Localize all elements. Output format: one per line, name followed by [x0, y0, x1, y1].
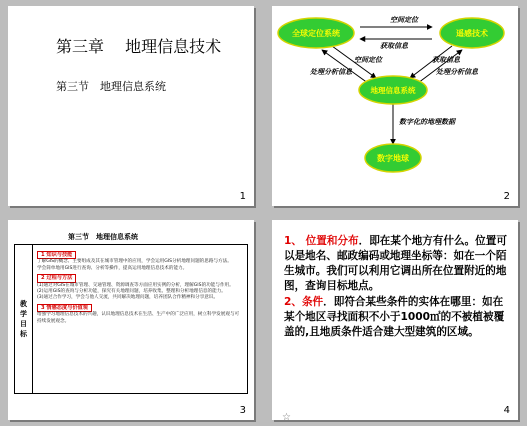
- objective-line: (3)通过合作学习，学会与他人交流，共同解决地理问题，培养团队合作精神和分享意识。: [37, 295, 219, 301]
- edge-label-process-left: 处理分析信息: [310, 67, 352, 76]
- side-char: 目: [20, 319, 27, 328]
- edge-label-left: 空间定位: [354, 55, 382, 64]
- item-lead: 1、 位置和分布: [284, 235, 359, 247]
- page-number: 4: [503, 405, 510, 416]
- page-number: 1: [239, 191, 246, 202]
- section-heading: 3 情感态度与价值观: [37, 304, 243, 312]
- slide-page-3[interactable]: [8, 220, 254, 420]
- node-gis-label: 地理信息系统: [370, 86, 416, 95]
- objectives-side-label: [15, 245, 33, 393]
- section-title: 第三节 地理信息系统: [56, 80, 166, 93]
- node-digital-earth: [365, 144, 421, 172]
- objective-line: (2)运用GIS的查询与分析功能，探究有关地理问题，培养收集、整理和分析地理信息的能力。: [37, 289, 226, 295]
- item-lead: 2、条件: [284, 296, 324, 308]
- node-remote-sensing-label: 遥感技术: [456, 29, 488, 38]
- edge-label-digital-data: 数字化的地理数据: [399, 117, 455, 126]
- edge-label-right: 获取信息: [432, 55, 460, 64]
- query-item-location: [284, 234, 508, 294]
- objective-line: 学会简单地用GIS进行查询、分析等操作，提高运用地理信息技术的能力。: [37, 265, 188, 271]
- objective-line: (1)通过对GIS在城市管理、交通管理、资源调查等方面应用实例的分析，理解GIS的功能与作用。: [37, 282, 234, 288]
- chapter-title: 第三章 地理信息技术: [56, 37, 222, 56]
- objective-line: 了解GIS的概念、主要组成及其在城市管理中的应用，学会运用GIS分析地理问题的思路与方法。: [37, 259, 232, 265]
- node-space-entity: [278, 18, 354, 48]
- section-heading: 2 过程与方法: [37, 274, 243, 282]
- edge-label-top: 空间定位: [390, 15, 418, 24]
- node-remote-sensing: [440, 18, 504, 48]
- slide-page-2[interactable]: [272, 6, 518, 206]
- star-icon[interactable]: ☆: [282, 412, 291, 423]
- side-char: 教: [20, 299, 27, 308]
- edge-label-mid: 获取信息: [380, 41, 408, 50]
- side-char: 标: [20, 329, 27, 338]
- section-heading: 1 知识与技能: [37, 251, 243, 259]
- objectives-content: [37, 249, 243, 325]
- node-gis: [359, 76, 427, 104]
- query-item-condition: [284, 295, 508, 340]
- node-space-entity-label: 全球定位系统: [292, 29, 340, 38]
- page-number: 2: [503, 191, 510, 202]
- node-digital-earth-label: 数字地球: [377, 154, 409, 163]
- item-body: ．即在某个地方有什么。位置可以是地名、邮政编码或地理坐标等：如在一个陌生城市。我们可以利用它调出所在位置附近的地图，查询目标地点。: [284, 235, 507, 292]
- page-number: 3: [239, 405, 246, 416]
- edge-label-process-right: 处理分析信息: [436, 67, 478, 76]
- objectives-table: [14, 244, 248, 394]
- query-types-text: [284, 234, 508, 340]
- slide-page-1[interactable]: [8, 6, 254, 206]
- slide-page-4[interactable]: [272, 220, 518, 420]
- relationship-diagram: [272, 6, 518, 206]
- item-body: ．即符合某些条件的实体在哪里：如在某个地区寻找面积不小于1000㎡的不被植被覆盖的,且地质条件适合建大型建筑的区域。: [284, 296, 505, 338]
- p3-title: 第三节 地理信息系统: [68, 232, 138, 241]
- side-char: 学: [20, 309, 27, 318]
- objective-line: 增强学习地理信息技术的兴趣，认识地理信息技术在生活、生产中的广泛应用，树立科学发展观与可持续发展观念。: [37, 312, 240, 324]
